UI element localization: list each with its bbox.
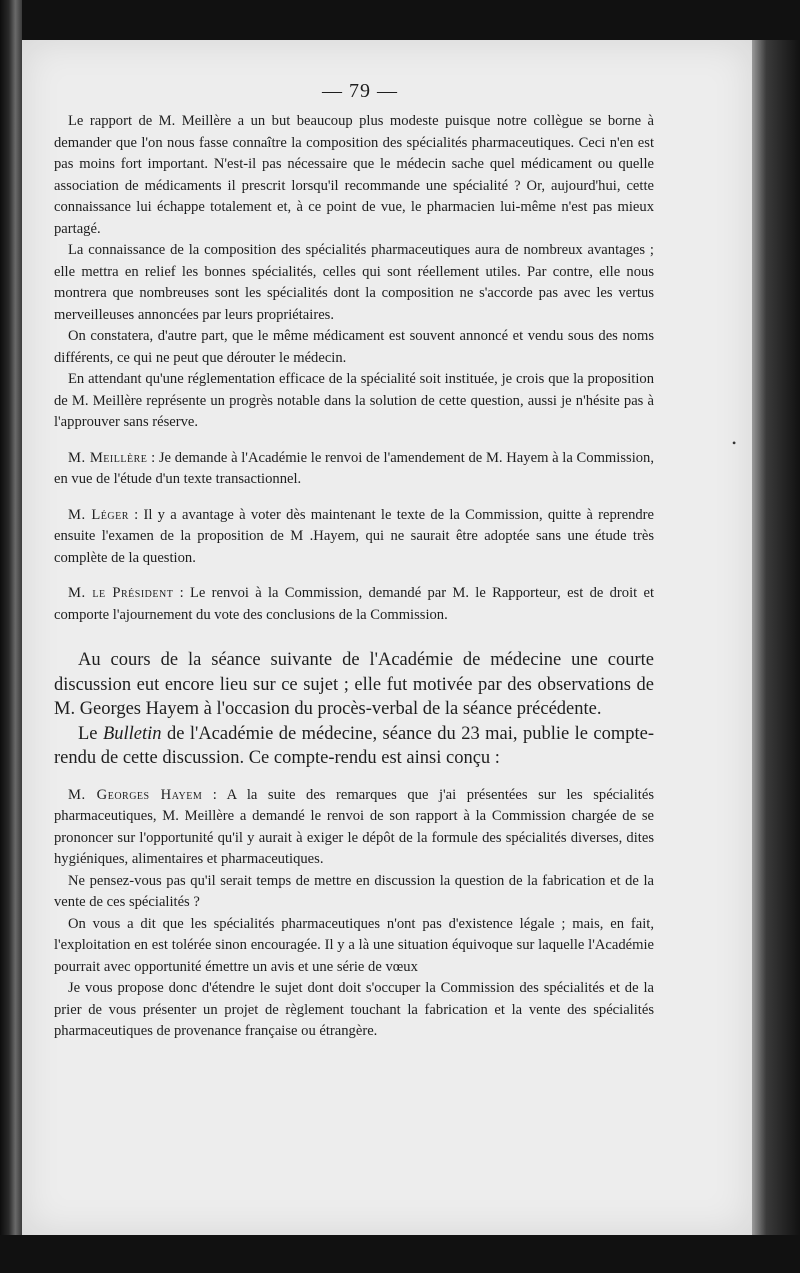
page-number: — 79 — bbox=[322, 80, 398, 102]
paragraph-3: On constatera, d'autre part, que le même médicament est souvent annoncé et vendu sous des noms différents, ce qui ne peut que dérouter le médecin. bbox=[54, 328, 654, 366]
paragraph-2: La connaissance de la composition des spécialités pharmaceutiques aura de nombreux avantages ; elle mettra en relief les bonnes spécialités, celles qui sont réellement utiles. Par contre, elle nous montrera que nombreuses sont les spécialités dont la composition ne s'accorde pas avec les vertus merveilleuses annoncées par leurs propriétaires. bbox=[54, 242, 654, 323]
narrative-text: Le bbox=[78, 723, 103, 744]
speech-meillere bbox=[54, 448, 654, 491]
speaker-name: M. Georges Hayem bbox=[68, 786, 203, 803]
page-right-shadow bbox=[752, 40, 800, 1235]
paragraph-5: Ne pensez-vous pas qu'il serait temps de mettre en discussion la question de la fabrication et de la vente de ces spécialités ? bbox=[54, 872, 654, 910]
narrative-paragraph-1: Au cours de la séance suivante de l'Académie de médecine une courte discussion eut encore lieu sur ce sujet ; elle fut motivée par des observations de M. Georges Hayem à l'occasion du procès-verbal de la séance précédente. bbox=[54, 650, 654, 719]
paragraph-7: Je vous propose donc d'étendre le sujet dont doit s'occuper la Commission des spécialités et de la prier de vous présenter un projet de règlement touchant la fabrication et la vente des spécialités pharmaceutiques de provenance française ou étrangère. bbox=[54, 980, 654, 1039]
speaker-name: M. le Président bbox=[68, 585, 174, 601]
scan-top-border bbox=[0, 0, 800, 40]
speech-text: : Il y a avantage à voter dès maintenant le texte de la Commission, quitte à reprendre ensuite l'examen de la proposition de M .Hayem, qui ne saurait être adoptée sans une étude très complète de la question. bbox=[54, 506, 655, 566]
margin-mark: • bbox=[732, 436, 737, 450]
speech-hayem bbox=[54, 785, 654, 871]
speech-text: : Le renvoi à la Commission, demandé par M. le Rapporteur, est de droit et comporte l'ajournement du vote des conclusions de la Commission. bbox=[54, 585, 654, 623]
bulletin-title: Bulletin bbox=[102, 723, 162, 744]
page-content bbox=[54, 80, 654, 1043]
speaker-name: M. Léger bbox=[68, 506, 129, 523]
speech-text: : Je demande à l'Académie le renvoi de l'amendement de M. Hayem à la Commission, en vue de l'étude d'un texte transactionnel. bbox=[54, 449, 654, 487]
speech-leger bbox=[54, 505, 654, 570]
speech-text: : A la suite des remarques que j'ai présentées sur les spécialités pharmaceutiques, M. Meillère a demandé le renvoi de son rapport à la Commission chargée de se prononcer sur l'opportunité qu'il y aurait à exiger le dépôt de la formule des spécialités diverses, dites hygiéniques, alimentaires et pharmaceutiques. bbox=[54, 786, 654, 867]
paragraph-4: En attendant qu'une réglementation efficace de la spécialité soit instituée, je crois que la proposition de M. Meillère représente un progrès notable dans la solution de cette question, aussi je n'hésite pas à l'approuver sans réserve. bbox=[54, 371, 654, 430]
narrative-block bbox=[54, 648, 654, 771]
speaker-name: M. Meillère bbox=[68, 449, 148, 466]
speech-president bbox=[54, 583, 654, 626]
narrative-paragraph-2 bbox=[54, 722, 654, 771]
paragraph-6: On vous a dit que les spécialités pharmaceutiques n'ont pas d'existence légale ; mais, en fait, l'exploitation en est tolérée sinon encouragée. Il y a là une situation équivoque sur laquelle l'Académie pourrait avec opportunité émettre un avis et une série de vœux bbox=[54, 915, 654, 975]
book-spine-edge bbox=[0, 0, 22, 1273]
scan-bottom-border bbox=[0, 1235, 800, 1273]
paragraph-1: Le rapport de M. Meillère a un but beaucoup plus modeste puisque notre collègue se borne à demander que l'on nous fasse connaître la composition des spécialités pharmaceutiques. Ceci n'en est pas moins fort important. N'est-il pas nécessaire que le médecin sache quel médicament ou quelle association de médicaments il prescrit lorsqu'il recommande une spécialité ? Or, aujourd'hui, cette connaissance lui échappe totalement et, à ce point de vue, le pharmacien lui-même n'est pas mieux partagé. bbox=[54, 113, 654, 237]
narrative-text: de l'Académie de médecine, séance du 23 mai, publie le compte-rendu de cette discussion. Ce compte-rendu est ainsi conçu : bbox=[54, 723, 655, 768]
